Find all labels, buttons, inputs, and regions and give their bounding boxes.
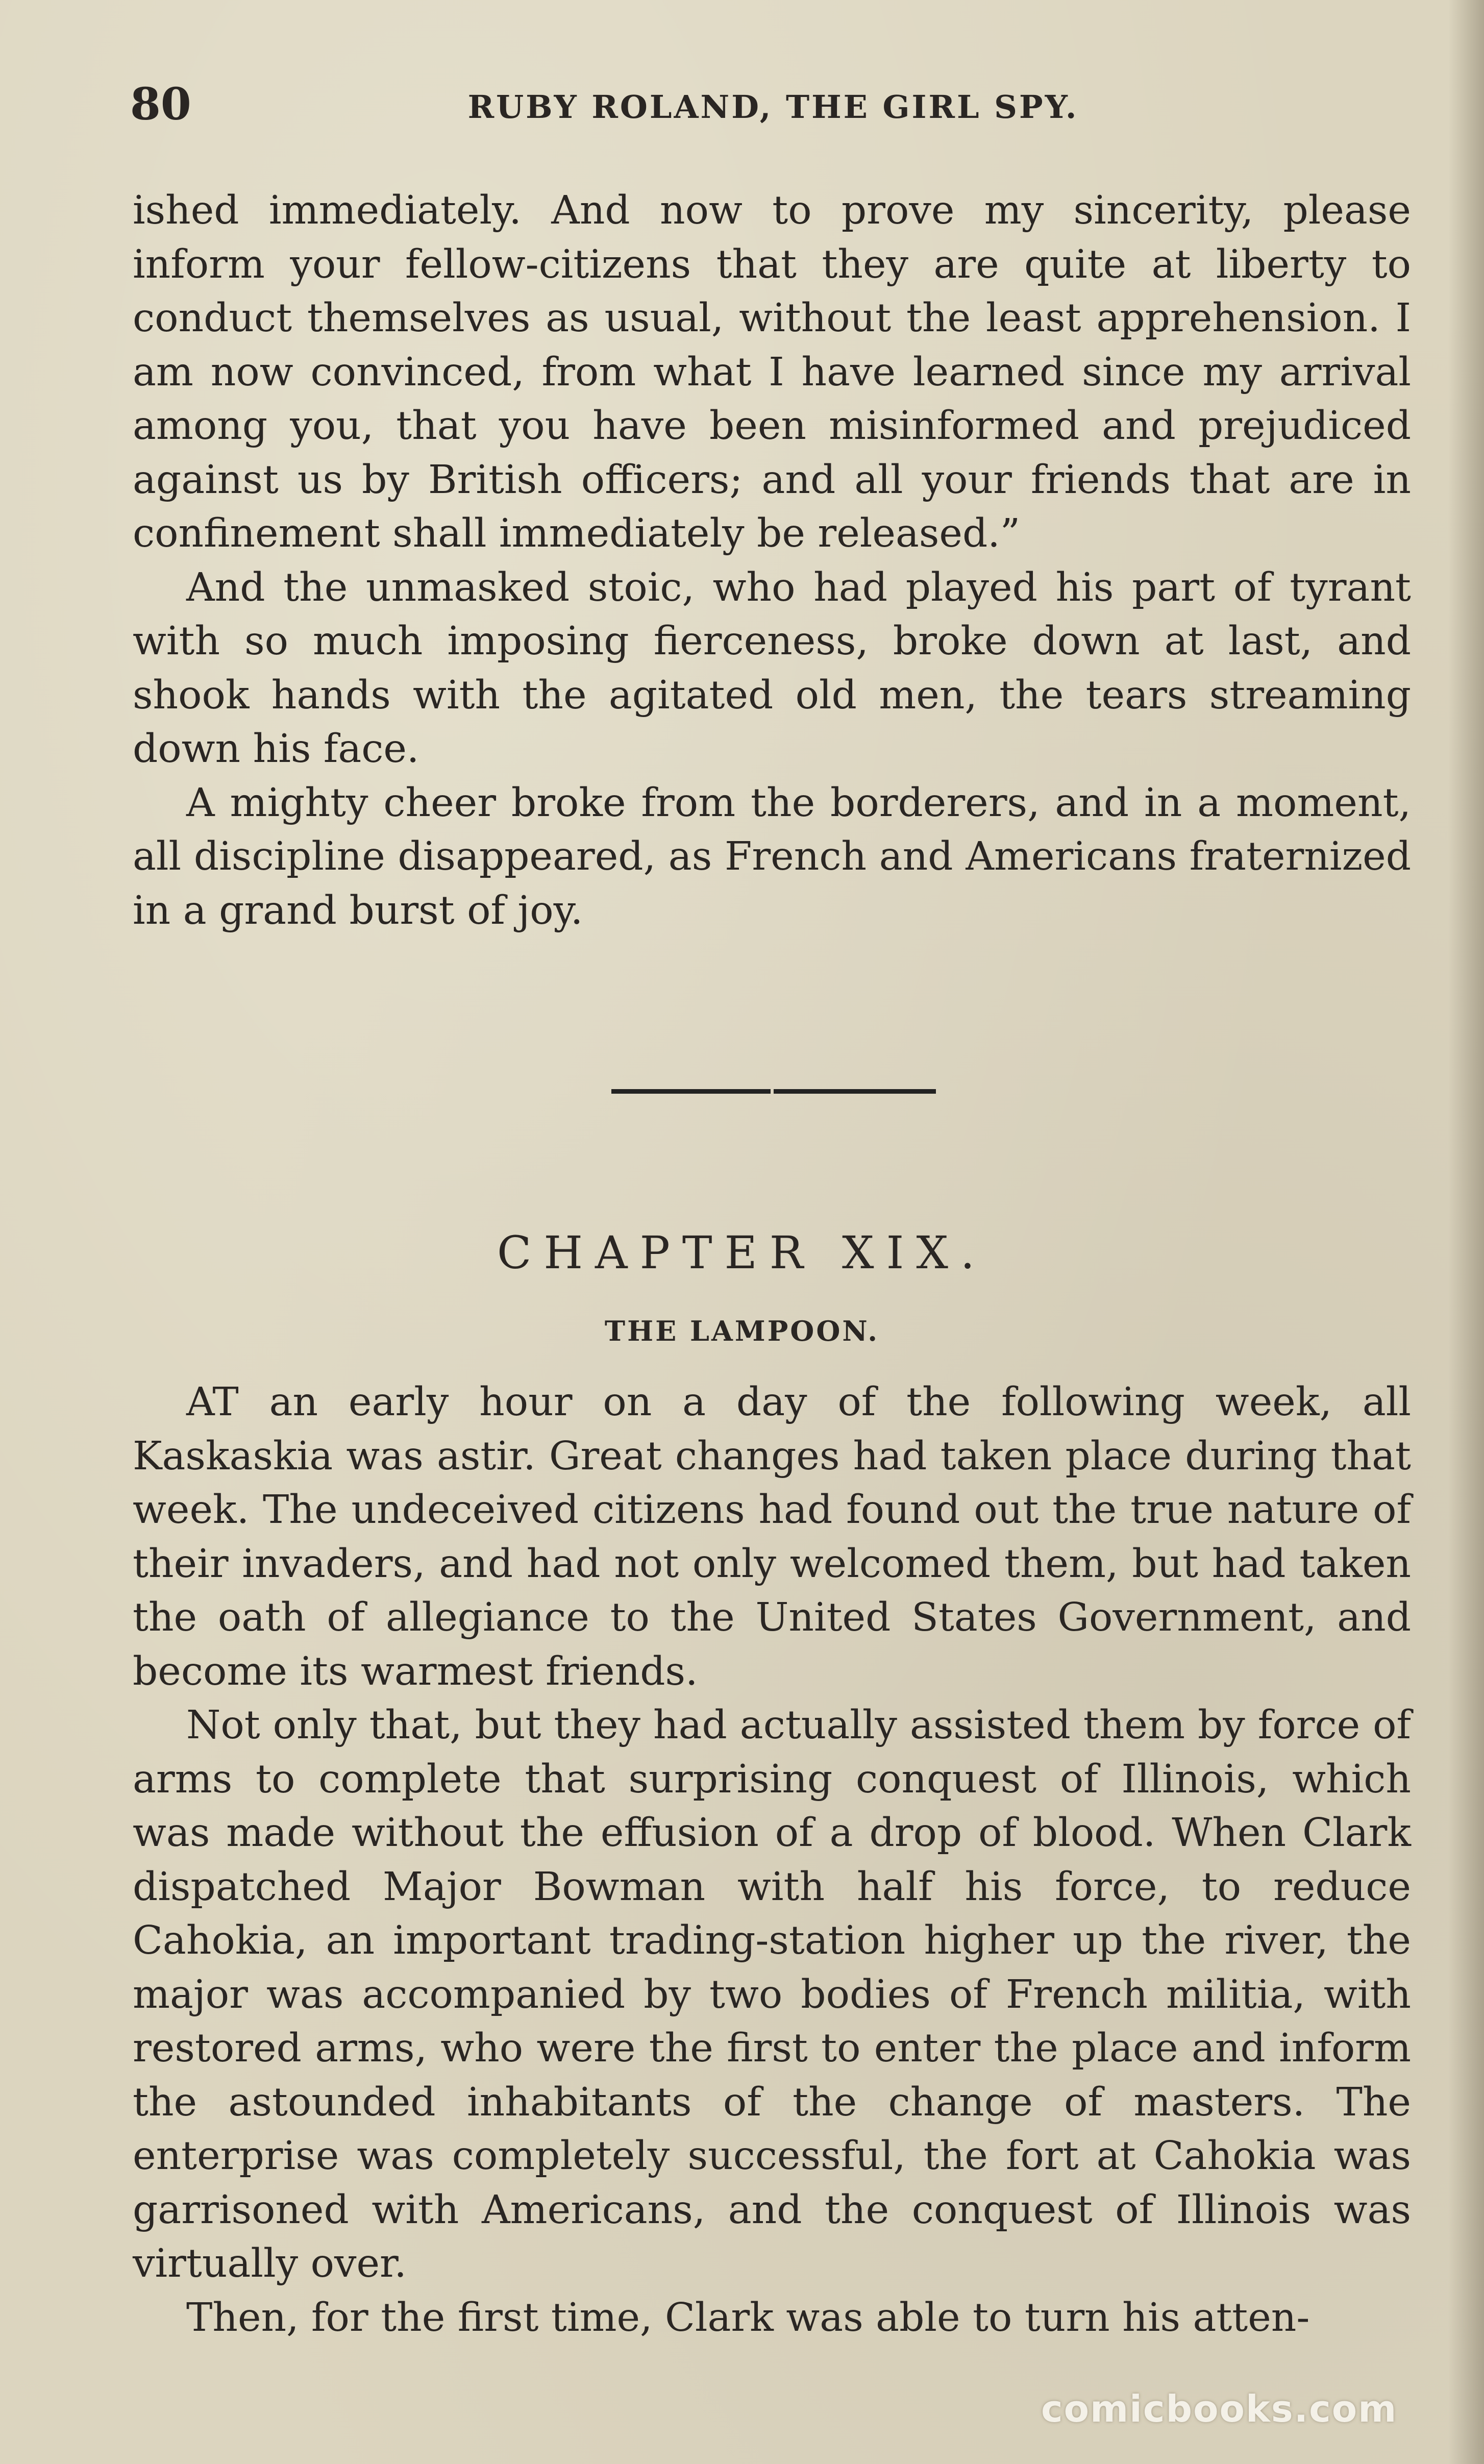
section-divider-left <box>611 1089 771 1094</box>
text-block-top <box>133 184 1411 938</box>
paragraph: ished immediately. And now to prove my sincerity, please inform your fellow-citizens that they are quite at liberty to conduct themselves as usual, without the least apprehension. I am now convinced, from what I have learned since my arrival among you, that you have been misinformed and prejudiced against us by British officers; and all your friends that are in confinement shall immediately be released.” <box>133 188 1411 556</box>
paragraph: Not only that, but they had actually assisted them by force of arms to complete that surprising conquest of Illinois, which was made without the effusion of a drop of blood. When Clark dispatched Major Bowman with half his force, to reduce Cahokia, an important trading-station higher up the river, the major was accompanied by two bodies of French militia, with restored arms, who were the first to enter the place and inform the astounded inhabitants of the change of masters. The enterprise was completely successful, the fort at Cahokia was garrisoned with Americans, and the conquest of Illinois was virtually over. <box>133 1703 1411 2286</box>
page-header <box>130 77 1416 133</box>
section-divider-right <box>774 1089 936 1094</box>
watermark: comicbooks.com <box>1041 2387 1398 2430</box>
chapter-subtitle: THE LAMPOON. <box>604 1315 880 1347</box>
paragraph: AT an early hour on a day of the following week, all Kaskaskia was astir. Great changes had taken place during that week. The undeceived citizens had found out the true nature of their invaders, and had not only welcomed them, but had taken the oath of allegiance to the United States Government, and become its warmest friends. <box>133 1379 1411 1694</box>
paragraph: A mighty cheer broke from the borderers, and in a moment, all discipline disappeared, as French and Americans fraternized in a grand burst of joy. <box>133 780 1411 933</box>
paragraph: Then, for the first time, Clark was able to turn his atten- <box>186 2295 1310 2340</box>
text-block-chapter <box>133 1375 1411 2345</box>
running-head: RUBY ROLAND, THE GIRL SPY. <box>467 88 1079 126</box>
chapter-title: CHAPTER XIX. <box>497 1226 987 1279</box>
page-number: 80 <box>130 79 191 130</box>
paragraph: And the unmasked stoic, who had played his part of tyrant with so much imposing fierceness, broke down at last, and shook hands with the agitated old men, the tears streaming down his face. <box>133 564 1411 772</box>
